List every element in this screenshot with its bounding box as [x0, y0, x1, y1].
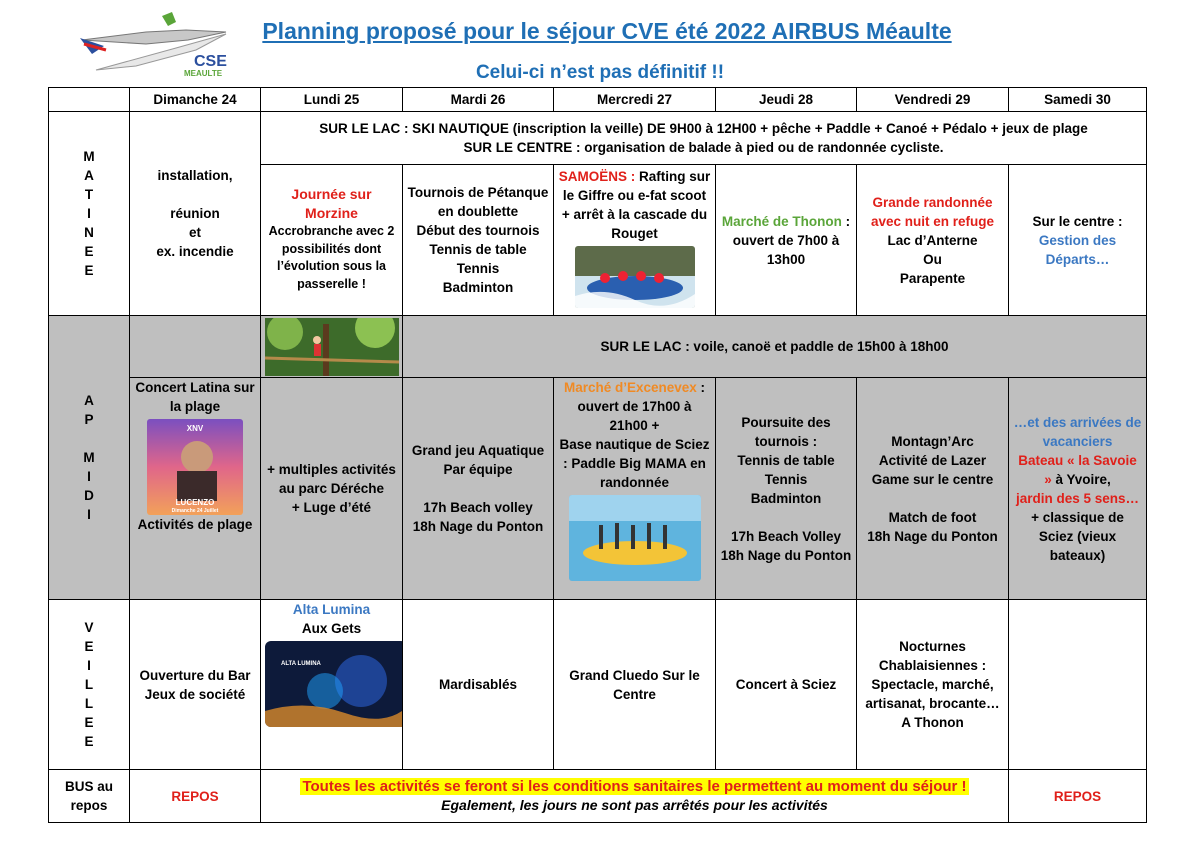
matinee-samedi: Sur le centre : Gestion des Départs…: [1009, 165, 1147, 316]
bus-samedi: REPOS: [1009, 770, 1147, 823]
veillee-mercredi: Grand Cluedo Sur le Centre: [554, 600, 716, 770]
matinee-mercredi: SAMOËNS : Rafting sur le Giffre ou e-fat scoot + arrêt à la cascade du Rouget: [554, 165, 716, 316]
apmidi-dimanche-top: [130, 316, 261, 378]
day-header: Jeudi 28: [716, 88, 857, 112]
day-header: Samedi 30: [1009, 88, 1147, 112]
header-row: [49, 88, 1147, 112]
matinee-lake-banner: SUR LE LAC : SKI NAUTIQUE (inscription la veille) DE 9H00 à 12H00 + pêche + Paddle + Canoé + Pédalo + jeux de plage SUR LE CENTRE : organisation de balade à pied ou de randonnée cycliste.: [261, 112, 1147, 165]
matinee-dimanche: installation, réunion et ex. incendie: [130, 112, 261, 316]
planning-table: [48, 87, 1147, 823]
svg-text:ALTA LUMINA: ALTA LUMINA: [281, 661, 321, 667]
row-label-bus: BUS au repos: [49, 770, 130, 823]
apmidi-mercredi: Marché d’Excenevex : ouvert de 17h00 à 21h00 + Base nautique de Sciez : Paddle Big MAMA en randonnée: [554, 378, 716, 600]
veillee-dimanche: Ouverture du Bar Jeux de société: [130, 600, 261, 770]
apmidi-lake-banner: SUR LE LAC : voile, canoë et paddle de 15h00 à 18h00: [403, 316, 1147, 378]
day-header: Lundi 25: [261, 88, 403, 112]
svg-text:MEAULTE: MEAULTE: [184, 69, 223, 78]
accrobranche-photo: [265, 318, 399, 376]
paddle-photo: [569, 495, 701, 581]
corner-cell: [49, 88, 130, 112]
row-label-matinee: M A T I N E E: [49, 112, 130, 316]
lucenzo-poster: [147, 419, 243, 515]
bus-note: Toutes les activités se feront si les conditions sanitaires le permettent au moment du séjour ! Egalement, les jours ne sont pas arrêtés pour les activités: [261, 770, 1009, 823]
alta-lumina-photo: [265, 641, 403, 727]
apmidi-jeudi: Poursuite des tournois : Tennis de table Tennis Badminton 17h Beach Volley 18h Nage du Ponton: [716, 378, 857, 600]
svg-text:LUCENZO: LUCENZO: [175, 498, 215, 507]
apmidi-vendredi: Montagn’Arc Activité de Lazer Game sur le centre Match de foot 18h Nage du Ponton: [857, 378, 1009, 600]
svg-text:Dimanche 24 Juillet: Dimanche 24 Juillet: [171, 508, 219, 514]
matinee-vendredi: Grande randonnée avec nuit en refuge Lac d’Anterne Ou Parapente: [857, 165, 1009, 316]
veillee-vendredi: Nocturnes Chablaisiennes : Spectacle, marché, artisanat, brocante… A Thonon: [857, 600, 1009, 770]
bus-dimanche: REPOS: [130, 770, 261, 823]
veillee-jeudi: Concert à Sciez: [716, 600, 857, 770]
veillee-mardi: Mardisablés: [403, 600, 554, 770]
page-subtitle: Celui-ci n’est pas définitif !!: [475, 62, 725, 83]
apmidi-lundi-photo: [261, 316, 403, 378]
row-label-apmidi: A P M I D I: [49, 316, 130, 600]
matinee-mardi: Tournois de Pétanque en doublette Début des tournois Tennis de table Tennis Badminton: [403, 165, 554, 316]
apmidi-mardi: Grand jeu Aquatique Par équipe 17h Beach volley 18h Nage du Ponton: [403, 378, 554, 600]
page-title: Planning proposé pour le séjour CVE été 2022 AIRBUS Méaulte: [262, 18, 952, 44]
matinee-jeudi: Marché de Thonon : ouvert de 7h00 à 13h00: [716, 165, 857, 316]
day-header: Mardi 26: [403, 88, 554, 112]
apmidi-samedi: …et des arrivées de vacanciers Bateau « la Savoie » à Yvoire, jardin des 5 sens… + classique de Sciez (vieux bateaux): [1009, 378, 1147, 600]
day-header: Mercredi 27: [554, 88, 716, 112]
veillee-samedi: [1009, 600, 1147, 770]
svg-text:CSE: CSE: [194, 53, 227, 70]
rafting-photo: [575, 246, 695, 308]
veillee-lundi: Alta Lumina Aux Gets ALTA LUMINA: [261, 600, 403, 770]
cse-logo: [76, 10, 236, 82]
apmidi-lundi: + multiples activités au parc Déréche + Luge d’été: [261, 378, 403, 600]
day-header: Vendredi 29: [857, 88, 1009, 112]
day-header: Dimanche 24: [130, 88, 261, 112]
svg-text:XNV: XNV: [186, 424, 204, 433]
matinee-lundi: Journée sur Morzine Accrobranche avec 2 possibilités dont l’évolution sous la passerelle !: [261, 165, 403, 316]
row-label-veillee: V E I L L E E: [49, 600, 130, 770]
apmidi-dimanche: Concert Latina sur la plage XNV LUCENZO Dimanche 24 Juillet Activités de plage: [130, 378, 261, 600]
